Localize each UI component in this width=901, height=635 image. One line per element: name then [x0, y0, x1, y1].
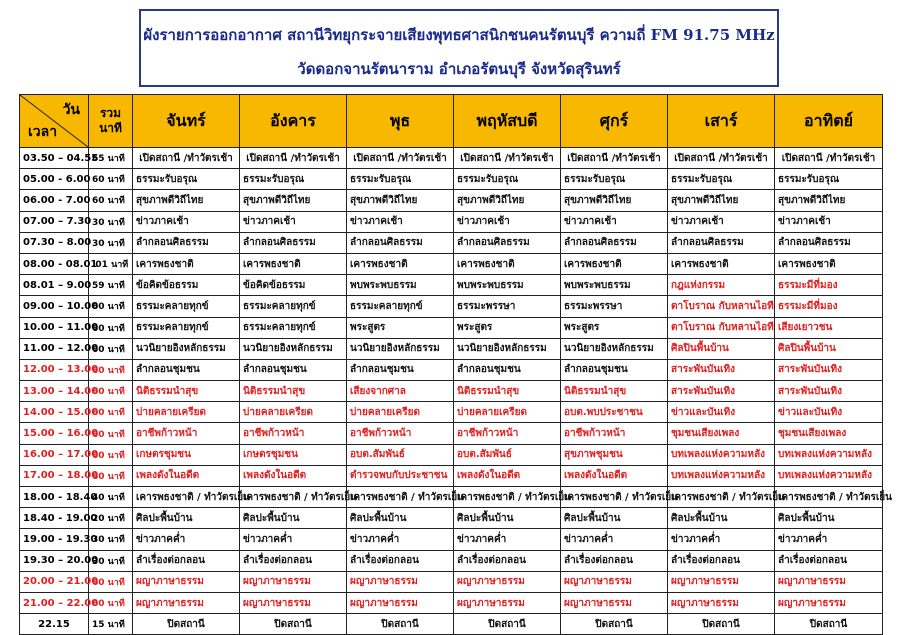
- program-cell: ผญาภาษาธรรม: [775, 592, 883, 613]
- table-row: [20, 190, 883, 211]
- time-cell: 11.00 – 12.00: [20, 338, 89, 359]
- program-cell: ธรรมะรับอรุณ: [668, 169, 775, 190]
- program-cell: ลำกลอนศิลธรรม: [775, 232, 883, 253]
- program-cell: พบพระพบธรรม: [561, 275, 668, 296]
- program-cell: ธรรมะคลายทุกข์: [133, 296, 240, 317]
- time-cell: 17.00 – 18.00: [20, 465, 89, 486]
- program-cell: ธรรมะคลายทุกข์: [133, 317, 240, 338]
- day-header-wed: พุธ: [347, 95, 454, 148]
- program-cell: อาชีพก้าวหน้า: [561, 423, 668, 444]
- program-cell: ข่าวภาคค่ำ: [775, 529, 883, 550]
- program-cell: เปิดสถานี /ทำวัตรเช้า: [668, 148, 775, 169]
- program-cell: ลำเรื่องต่อกลอน: [347, 550, 454, 571]
- program-cell: บ่ายคลายเครียด: [133, 402, 240, 423]
- program-cell: ปิดสถานี: [133, 614, 240, 635]
- table-row: [20, 487, 883, 508]
- day-header-fri: ศุกร์: [561, 95, 668, 148]
- program-cell: สุขภาพดีวิถีไทย: [668, 190, 775, 211]
- duration-cell: 60 นาที: [89, 402, 133, 423]
- duration-cell: 60 นาที: [89, 296, 133, 317]
- program-cell: อาชีพก้าวหน้า: [240, 423, 347, 444]
- table-row: [20, 338, 883, 359]
- day-header-sat: เสาร์: [668, 95, 775, 148]
- program-cell: เคารพธงชาติ: [133, 253, 240, 274]
- program-cell: ข้อคิดข้อธรรม: [133, 275, 240, 296]
- duration-cell: 30 นาที: [89, 232, 133, 253]
- program-cell: นิติธรรมนำสุข: [454, 381, 561, 402]
- program-cell: สุขภาพดีวิถีไทย: [454, 190, 561, 211]
- program-cell: เพลงดังในอดีต: [133, 465, 240, 486]
- program-cell: ปิดสถานี: [347, 614, 454, 635]
- duration-cell: 60 นาที: [89, 359, 133, 380]
- program-cell: เคารพธงชาติ: [561, 253, 668, 274]
- table-row: [20, 381, 883, 402]
- program-cell: ผญาภาษาธรรม: [454, 592, 561, 613]
- program-cell: ผญาภาษาธรรม: [347, 592, 454, 613]
- program-cell: ศิลปะพื้นบ้าน: [775, 508, 883, 529]
- program-cell: พบพระพบธรรม: [347, 275, 454, 296]
- program-cell: ธรรมะมีที่มอง: [775, 296, 883, 317]
- duration-cell: 30 นาที: [89, 529, 133, 550]
- table-row: [20, 402, 883, 423]
- program-cell: เสียงจากศาล: [347, 381, 454, 402]
- program-cell: เพลงดังในอดีต: [240, 465, 347, 486]
- program-cell: เปิดสถานี /ทำวัตรเช้า: [133, 148, 240, 169]
- program-cell: เสียงเยาวชน: [775, 317, 883, 338]
- program-cell: ธรรมะรับอรุณ: [561, 169, 668, 190]
- program-cell: บทเพลงแห่งความหลัง: [668, 465, 775, 486]
- time-cell: 12.00 – 13.00: [20, 359, 89, 380]
- time-cell: 14.00 – 15.00: [20, 402, 89, 423]
- program-cell: เคารพธงชาติ / ทำวัตรเย็น: [240, 487, 347, 508]
- program-cell: ผญาภาษาธรรม: [240, 571, 347, 592]
- program-cell: พบพระพบธรรม: [454, 275, 561, 296]
- program-cell: เพลงดังในอดีต: [561, 465, 668, 486]
- program-cell: ผญาภาษาธรรม: [347, 571, 454, 592]
- table-row: [20, 423, 883, 444]
- time-cell: 19.30 – 20.00: [20, 550, 89, 571]
- program-cell: ผญาภาษาธรรม: [668, 592, 775, 613]
- time-cell: 16.00 – 17.00: [20, 444, 89, 465]
- table-row: [20, 211, 883, 232]
- program-cell: บทเพลงแห่งความหลัง: [775, 444, 883, 465]
- program-cell: ศิลปินพื้นบ้าน: [668, 338, 775, 359]
- program-cell: ตาโบราณ กับหลานไอที: [668, 296, 775, 317]
- duration-cell: 20 นาที: [89, 508, 133, 529]
- program-cell: ผญาภาษาธรรม: [133, 571, 240, 592]
- program-cell: นวนิยายอิงหลักธรรม: [240, 338, 347, 359]
- program-cell: ข้อคิดข้อธรรม: [240, 275, 347, 296]
- program-cell: ลำเรื่องต่อกลอน: [561, 550, 668, 571]
- program-cell: ข่าวภาคเช้า: [775, 211, 883, 232]
- time-cell: 19.00 - 19.30: [20, 529, 89, 550]
- duration-cell: 60 นาที: [89, 444, 133, 465]
- table-row: [20, 444, 883, 465]
- duration-header-line2: นาที: [99, 121, 122, 135]
- duration-cell: 59 นาที: [89, 275, 133, 296]
- table-row: [20, 508, 883, 529]
- duration-cell: 60 นาที: [89, 465, 133, 486]
- table-row: [20, 148, 883, 169]
- time-cell: 22.15: [20, 614, 89, 635]
- duration-cell: 15 นาที: [89, 614, 133, 635]
- table-row: [20, 253, 883, 274]
- program-cell: เพลงดังในอดีต: [454, 465, 561, 486]
- program-cell: เคารพธงชาติ: [240, 253, 347, 274]
- duration-cell: 60 นาที: [89, 381, 133, 402]
- table-row: [20, 550, 883, 571]
- program-cell: ลำกลอนศิลธรรม: [668, 232, 775, 253]
- program-cell: ผญาภาษาธรรม: [668, 571, 775, 592]
- program-cell: อาชีพก้าวหน้า: [133, 423, 240, 444]
- table-row: [20, 296, 883, 317]
- program-cell: ลำกลอนศิลธรรม: [561, 232, 668, 253]
- program-cell: ข่าวภาคเช้า: [668, 211, 775, 232]
- program-cell: นิติธรรมนำสุข: [561, 381, 668, 402]
- program-cell: ผญาภาษาธรรม: [775, 571, 883, 592]
- time-cell: 07.30 – 8.00: [20, 232, 89, 253]
- program-cell: ข่าวภาคค่ำ: [668, 529, 775, 550]
- program-cell: ชุมชนเสียงเพลง: [668, 423, 775, 444]
- schedule-body: [20, 148, 892, 635]
- program-cell: ลำเรื่องต่อกลอน: [240, 550, 347, 571]
- program-cell: บทเพลงแห่งความหลัง: [775, 465, 883, 486]
- program-cell: ชุมชนเสียงเพลง: [775, 423, 883, 444]
- program-cell: ลำเรื่องต่อกลอน: [668, 550, 775, 571]
- title-box: [139, 9, 779, 87]
- program-cell: ลำเรื่องต่อกลอน: [133, 550, 240, 571]
- program-cell: พระสูตร: [347, 317, 454, 338]
- program-cell: ข่าวภาคค่ำ: [347, 529, 454, 550]
- program-cell: เคารพธงชาติ / ทำวัตรเย็น: [668, 487, 775, 508]
- program-cell: นิติธรรมนำสุข: [240, 381, 347, 402]
- program-cell: ข่าวภาคค่ำ: [454, 529, 561, 550]
- program-cell: ปิดสถานี: [240, 614, 347, 635]
- program-cell: อบต.พบประชาชน: [561, 402, 668, 423]
- program-cell: พระสูตร: [561, 317, 668, 338]
- program-cell: บทเพลงแห่งความหลัง: [668, 444, 775, 465]
- program-cell: นวนิยายอิงหลักธรรม: [454, 338, 561, 359]
- program-cell: เกษตรชุมชน: [240, 444, 347, 465]
- program-cell: ธรรมะพรรษา: [454, 296, 561, 317]
- program-cell: บ่ายคลายเครียด: [240, 402, 347, 423]
- program-cell: พระสูตร: [454, 317, 561, 338]
- program-cell: นวนิยายอิงหลักธรรม: [133, 338, 240, 359]
- program-cell: ธรรมะคลายทุกข์: [347, 296, 454, 317]
- program-cell: ลำกลอนศิลธรรม: [347, 232, 454, 253]
- program-cell: ผญาภาษาธรรม: [133, 592, 240, 613]
- duration-cell: 60 นาที: [89, 190, 133, 211]
- program-cell: ข่าวภาคเช้า: [454, 211, 561, 232]
- program-cell: สุขภาพดีวิถีไทย: [561, 190, 668, 211]
- program-cell: ศิลปะพื้นบ้าน: [347, 508, 454, 529]
- program-cell: สาระพันบันเทิง: [668, 359, 775, 380]
- program-cell: ปิดสถานี: [668, 614, 775, 635]
- program-cell: ตำรวจพบกับประชาชน: [347, 465, 454, 486]
- program-cell: ตาโบราณ กับหลานไอที: [668, 317, 775, 338]
- duration-cell: 60 นาที: [89, 317, 133, 338]
- program-cell: ข่าวภาคเช้า: [561, 211, 668, 232]
- program-cell: กฎแห่งกรรม: [668, 275, 775, 296]
- program-cell: ปิดสถานี: [561, 614, 668, 635]
- program-cell: ข่าวและบันเทิง: [668, 402, 775, 423]
- table-row: [20, 275, 883, 296]
- time-label: เวลา: [28, 124, 58, 140]
- program-cell: สาระพันบันเทิง: [668, 381, 775, 402]
- program-cell: ธรรมะพรรษา: [561, 296, 668, 317]
- program-cell: ปิดสถานี: [775, 614, 883, 635]
- duration-cell: 40 นาที: [89, 487, 133, 508]
- program-cell: ศิลปะพื้นบ้าน: [454, 508, 561, 529]
- program-cell: ปิดสถานี: [454, 614, 561, 635]
- duration-cell: 65 นาที: [89, 148, 133, 169]
- table-row: [20, 571, 883, 592]
- program-cell: ธรรมะรับอรุณ: [240, 169, 347, 190]
- table-row: [20, 232, 883, 253]
- page-subtitle: วัดดอกจานรัตนาราม อำเภอรัตนบุรี จังหวัดสุรินทร์: [297, 60, 621, 78]
- program-cell: ข่าวภาคค่ำ: [240, 529, 347, 550]
- duration-cell: 60 นาที: [89, 338, 133, 359]
- program-cell: เคารพธงชาติ / ทำวัตรเย็น: [454, 487, 561, 508]
- day-header-sun: อาทิตย์: [775, 95, 883, 148]
- duration-cell: 60 นาที: [89, 169, 133, 190]
- program-cell: ลำกลอนชุมชน: [240, 359, 347, 380]
- corner-header: [20, 95, 89, 148]
- program-cell: เปิดสถานี /ทำวัตรเช้า: [454, 148, 561, 169]
- program-cell: สุขภาพดีวิถีไทย: [240, 190, 347, 211]
- duration-cell: 30 นาที: [89, 550, 133, 571]
- duration-cell: 60 นาที: [89, 571, 133, 592]
- program-cell: อบต.สัมพันธ์: [454, 444, 561, 465]
- program-cell: เคารพธงชาติ: [775, 253, 883, 274]
- time-cell: 21.00 – 22.00: [20, 592, 89, 613]
- program-cell: เปิดสถานี /ทำวัตรเช้า: [347, 148, 454, 169]
- day-header-mon: จันทร์: [133, 95, 240, 148]
- day-header-tue: อังคาร: [240, 95, 347, 148]
- program-cell: สาระพันบันเทิง: [775, 381, 883, 402]
- program-cell: ลำกลอนชุมชน: [561, 359, 668, 380]
- program-cell: ผญาภาษาธรรม: [561, 592, 668, 613]
- program-cell: ข่าวภาคเช้า: [240, 211, 347, 232]
- program-cell: ผญาภาษาธรรม: [240, 592, 347, 613]
- program-cell: เคารพธงชาติ / ทำวัตรเย็น: [347, 487, 454, 508]
- program-cell: เคารพธงชาติ / ทำวัตรเย็น: [561, 487, 668, 508]
- program-cell: ข่าวภาคเช้า: [133, 211, 240, 232]
- time-cell: 08.01 – 9.00: [20, 275, 89, 296]
- time-cell: 07.00 – 7.30: [20, 211, 89, 232]
- program-cell: เปิดสถานี /ทำวัตรเช้า: [775, 148, 883, 169]
- duration-cell: 60 นาที: [89, 592, 133, 613]
- program-cell: ธรรมะมีที่มอง: [775, 275, 883, 296]
- program-cell: ข่าวและบันเทิง: [775, 402, 883, 423]
- program-cell: สุขภาพชุมชน: [561, 444, 668, 465]
- program-cell: ผญาภาษาธรรม: [561, 571, 668, 592]
- program-cell: นิติธรรมนำสุข: [133, 381, 240, 402]
- program-cell: บ่ายคลายเครียด: [454, 402, 561, 423]
- time-cell: 20.00 – 21.00: [20, 571, 89, 592]
- time-cell: 06.00 - 7.00: [20, 190, 89, 211]
- program-cell: เคารพธงชาติ: [668, 253, 775, 274]
- program-cell: เคารพธงชาติ: [347, 253, 454, 274]
- program-cell: สุขภาพดีวิถีไทย: [775, 190, 883, 211]
- table-row: [20, 169, 883, 190]
- table-row: [20, 317, 883, 338]
- program-cell: ลำกลอนชุมชน: [133, 359, 240, 380]
- program-cell: นวนิยายอิงหลักธรรม: [561, 338, 668, 359]
- program-cell: ธรรมะคลายทุกข์: [240, 296, 347, 317]
- schedule-table: [19, 94, 892, 635]
- table-row: [20, 359, 883, 380]
- table-row: [20, 592, 883, 613]
- duration-cell: .01 นาที: [89, 253, 133, 274]
- program-cell: ลำเรื่องต่อกลอน: [775, 550, 883, 571]
- program-cell: เปิดสถานี /ทำวัตรเช้า: [240, 148, 347, 169]
- table-row: [20, 529, 883, 550]
- header-row: [20, 95, 883, 148]
- program-cell: ลำเรื่องต่อกลอน: [454, 550, 561, 571]
- program-cell: ศิลปะพื้นบ้าน: [240, 508, 347, 529]
- time-cell: 13.00 – 14.00: [20, 381, 89, 402]
- duration-header: [89, 95, 133, 148]
- duration-cell: 30 นาที: [89, 211, 133, 232]
- program-cell: ศิลปะพื้นบ้าน: [133, 508, 240, 529]
- program-cell: ผญาภาษาธรรม: [454, 571, 561, 592]
- table-row: [20, 465, 883, 486]
- program-cell: ศิลปะพื้นบ้าน: [668, 508, 775, 529]
- time-cell: 09.00 – 10.00: [20, 296, 89, 317]
- program-cell: ลำกลอนชุมชน: [454, 359, 561, 380]
- page-title: ผังรายการออกอากาศ สถานีวิทยุกระจายเสียงพุทธศาสนิกชนคนรัตนบุรี ความถี่ FM 91.75 MHz: [143, 26, 775, 44]
- program-cell: ลำกลอนชุมชน: [347, 359, 454, 380]
- program-cell: สุขภาพดีวิถีไทย: [133, 190, 240, 211]
- day-label: วัน: [62, 102, 80, 118]
- program-cell: ธรรมะรับอรุณ: [775, 169, 883, 190]
- program-cell: ธรรมะรับอรุณ: [133, 169, 240, 190]
- program-cell: สาระพันบันเทิง: [775, 359, 883, 380]
- time-cell: 18.40 - 19.00: [20, 508, 89, 529]
- program-cell: ลำกลอนศิลธรรม: [133, 232, 240, 253]
- program-cell: ศิลปะพื้นบ้าน: [561, 508, 668, 529]
- time-cell: 03.50 – 04.55: [20, 148, 89, 169]
- program-cell: เปิดสถานี /ทำวัตรเช้า: [561, 148, 668, 169]
- program-cell: ธรรมะรับอรุณ: [347, 169, 454, 190]
- program-cell: เคารพธงชาติ: [454, 253, 561, 274]
- program-cell: ธรรมะคลายทุกข์: [240, 317, 347, 338]
- program-cell: ศิลปินพื้นบ้าน: [775, 338, 883, 359]
- time-cell: 15.00 – 16.00: [20, 423, 89, 444]
- duration-cell: 60 นาที: [89, 423, 133, 444]
- duration-header-line1: รวม: [99, 106, 122, 120]
- program-cell: อาชีพก้าวหน้า: [347, 423, 454, 444]
- program-cell: เคารพธงชาติ / ทำวัตรเย็น: [133, 487, 240, 508]
- program-cell: ข่าวภาคค่ำ: [561, 529, 668, 550]
- table-row: [20, 614, 883, 635]
- time-cell: 10.00 – 11.00: [20, 317, 89, 338]
- program-cell: อาชีพก้าวหน้า: [454, 423, 561, 444]
- time-cell: 08.00 - 08.01: [20, 253, 89, 274]
- program-cell: ข่าวภาคค่ำ: [133, 529, 240, 550]
- program-cell: สุขภาพดีวิถีไทย: [347, 190, 454, 211]
- program-cell: เกษตรชุมชน: [133, 444, 240, 465]
- program-cell: เคารพธงชาติ / ทำวัตรเย็น: [775, 487, 883, 508]
- program-cell: บ่ายคลายเครียด: [347, 402, 454, 423]
- day-header-thu: พฤหัสบดี: [454, 95, 561, 148]
- time-cell: 18.00 - 18.40: [20, 487, 89, 508]
- program-cell: อบต.สัมพันธ์: [347, 444, 454, 465]
- program-cell: นวนิยายอิงหลักธรรม: [347, 338, 454, 359]
- program-cell: ข่าวภาคเช้า: [347, 211, 454, 232]
- time-cell: 05.00 - 6.00: [20, 169, 89, 190]
- program-cell: ลำกลอนศิลธรรม: [454, 232, 561, 253]
- program-cell: ธรรมะรับอรุณ: [454, 169, 561, 190]
- program-cell: ลำกลอนศิลธรรม: [240, 232, 347, 253]
